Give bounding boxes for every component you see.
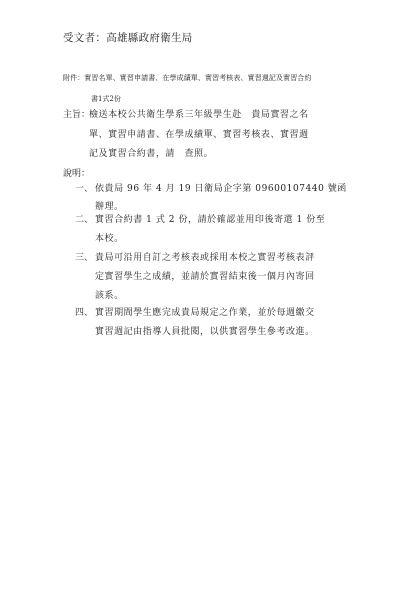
- item-number: 四、: [75, 308, 94, 318]
- subject-label: 主旨：: [63, 110, 91, 120]
- subject-line: 記及實習合約書，請 查照。: [89, 149, 214, 159]
- subject-line: 單、實習申請書、在學成績單、實習考核表、實習週: [89, 130, 309, 140]
- item-number: 三、: [75, 253, 94, 263]
- item-line: 實習期間學生應完成貴局規定之作業，並於每週繳交: [95, 308, 315, 318]
- subject-line: 檢送本校公共衛生學系三年級學生赴 貴局實習之名: [89, 110, 309, 120]
- attachment-line: 附件：實習名單、實習申請書、在學成績單、實習考核表、實習週記及實習合約: [63, 74, 312, 82]
- item-line: 依貴局 96 年 4 月 19 日衛局企字第 09600107440 號函: [95, 184, 347, 194]
- item-number: 二、: [75, 215, 94, 225]
- item-line: 貴局可沿用自訂之考核表或採用本校之實習考核表評: [95, 253, 315, 263]
- item-line: 辦理。: [95, 202, 124, 212]
- item-line: 實習合約書 1 式 2 份，請於確認並用印後寄還 1 份至: [95, 215, 326, 225]
- item-number: 一、: [75, 184, 94, 194]
- item-line: 該系。: [95, 291, 124, 301]
- explanation-label: 說明：: [63, 169, 91, 179]
- item-line: 本校。: [95, 234, 124, 244]
- recipient-line: 受文者：高雄縣政府衛生局: [63, 32, 193, 44]
- item-line: 定實習學生之成績，並請於實習結束後一個月內寄回: [95, 272, 315, 282]
- item-line: 實習週記由指導人員批閱，以供實習學生參考改進。: [95, 327, 315, 337]
- attachment-continuation: 書1式2份: [91, 95, 121, 103]
